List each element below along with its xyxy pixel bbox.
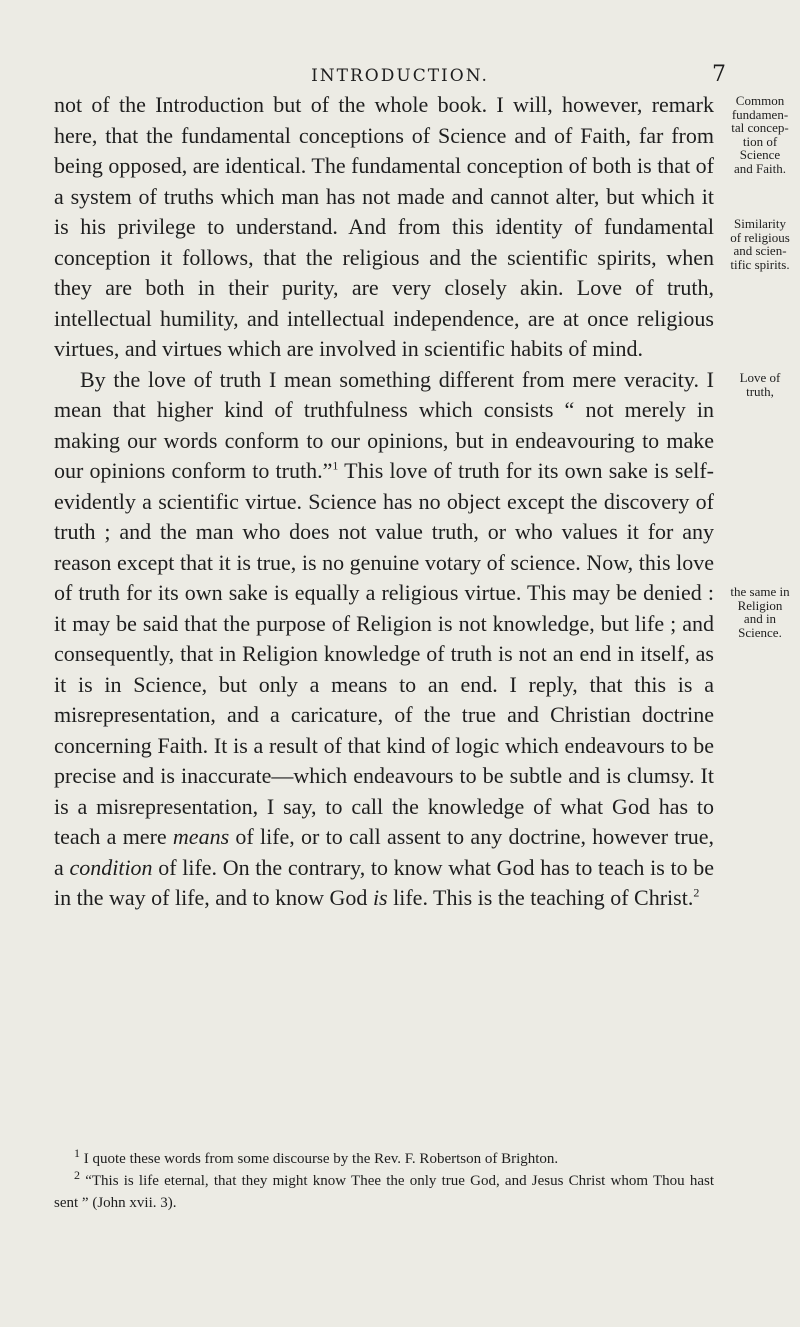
sidenote-similarity: Similarity of religious and scien- tific spirits. [730,216,790,272]
text-run: life. This is the teaching of Christ. [387,885,694,910]
emphasis: means [172,824,230,849]
sidenote-common-conception: Common fundamen- tal concep- tion of Science and Faith. [731,93,789,176]
footnotes [54,1148,714,1214]
body-text [54,90,714,914]
text-run: This love of truth for its own sake is self-evidently a scientific virtue. Science has no object except the discovery of truth ; and the man who does not value truth, or who values it for any reason except that it is true, is no genuine votary of science. Now, this love of truth for its own sake is equally a religious virtue. This may be denied : it may be said that the purpose of Religion is not knowledge, but life ; and consequently, that in Religion knowledge of truth is not an end in itself, as it is in Science, but only a means to an end. I reply, that this is a misrepresentation, and a caricature, of the true and Christian doctrine concerning Faith. It is a result of that kind of logic which endeavours to be precise and is inaccurate—which endeavours to be subtle and is clumsy. It is a misrepresentation, I say, to call the knowledge of what God has to teach a mere [54,458,715,849]
text-run: not of the Introduction but of the whole book. I will, however, remark here, that the fundamental conceptions of Science and of Faith, far from being opposed, are identical. The fundamental conception of both is that of a system of truths which man has not made and cannot alter, but which it is his privilege to understand. And from this identity of fundamental conception it follows, that the religious and the scientific spirits, when they are both in their purity, are very closely akin. Love of truth, intellectual humility, and intellectual independence, are at once religious virtues, and virtues which are involved in scientific habits of mind. [54,92,715,361]
sidenote-love-of-truth: Love of truth, [739,370,781,399]
footnote-2: $^2$ “This is life eternal, that they might know Thee the only true God, and Jesus Christ whom Thou hast sent ” (John xvii. 3). [54,1168,714,1211]
sidenote-same-in-religion: the same in Religion and in Science. [730,584,790,640]
page-number: 7 [712,62,726,87]
text-run: of life. On the contrary, to know what God has to teach is to be in the way of life, and to know God [54,854,715,910]
running-title: INTRODUCTION. [311,66,489,86]
paragraph [54,90,714,365]
text-run: By the love of truth I mean something different from mere veracity. I mean that higher kind of truthfulness which consists “ not merely in making our words conform to our opinions, but in endeavouring to make our opinions conform to truth.” [54,366,714,483]
emphasis: condition [69,854,153,880]
emphasis: is [372,885,388,910]
footnote-ref: 1 [332,458,339,473]
paragraph [54,365,714,914]
text-run: of life, or to call assent to any doctrine, however true, a [54,824,714,880]
footnote-1: $^1$ I quote these words from some discourse by the Rev. F. Robertson of Brighton. [74,1146,559,1167]
footnote-ref: 2 [693,885,700,900]
